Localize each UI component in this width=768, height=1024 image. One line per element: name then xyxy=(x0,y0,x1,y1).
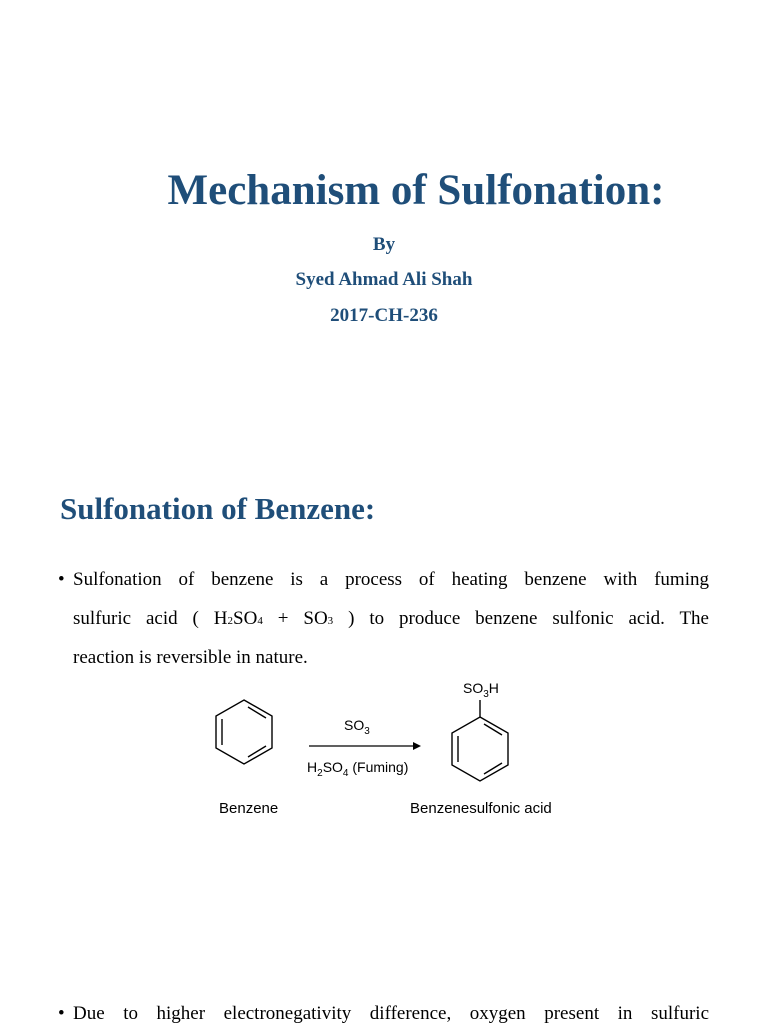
line-2-text-end: ) to produce benzene sulfonic acid. The xyxy=(333,608,709,629)
benzene-label: Benzene xyxy=(219,800,279,817)
presentation-title: Mechanism of Sulfonation: xyxy=(167,167,665,214)
reaction-scheme xyxy=(205,675,590,825)
bullet-point: • xyxy=(58,569,65,590)
benzenesulfonic-acid-ring xyxy=(452,717,508,781)
section-heading: Sulfonation of Benzene: xyxy=(60,491,376,526)
author-name: Syed Ahmad Ali Shah xyxy=(295,269,473,290)
line-2-text-start: sulfuric acid ( H xyxy=(73,608,228,629)
by-label: By xyxy=(372,234,396,255)
reagent-bottom: $H_2SO_4$ (Fuming) xyxy=(307,759,409,779)
product-label: Benzenesulfonic acid xyxy=(410,800,552,817)
arrow-head xyxy=(413,742,421,750)
subscript-2: 2 xyxy=(227,615,234,627)
line-2-text-so: SO xyxy=(233,608,258,629)
subscript-4: 4 xyxy=(257,615,263,627)
paragraph-1-line-1: Sulfonation of benzene is a process of heating benzene with fuming xyxy=(73,569,709,590)
reagent-top: $SO_3$ xyxy=(344,717,370,737)
line-2-text-plus-so: + SO xyxy=(262,608,328,629)
roll-number: 2017-CH-236 xyxy=(330,305,438,326)
bullet-point-2: • xyxy=(58,1003,65,1024)
subscript-3: 3 xyxy=(327,615,334,627)
paragraph-2-line-1: Due to higher electronegativity difference, oxygen present in sulfuric xyxy=(73,1003,709,1024)
substituent-label: $SO_3H$ xyxy=(463,680,499,700)
paragraph-1-line-2 xyxy=(73,599,709,638)
benzene-ring xyxy=(216,700,272,764)
paragraph-1-line-3: reaction is reversible in nature. xyxy=(73,647,308,668)
